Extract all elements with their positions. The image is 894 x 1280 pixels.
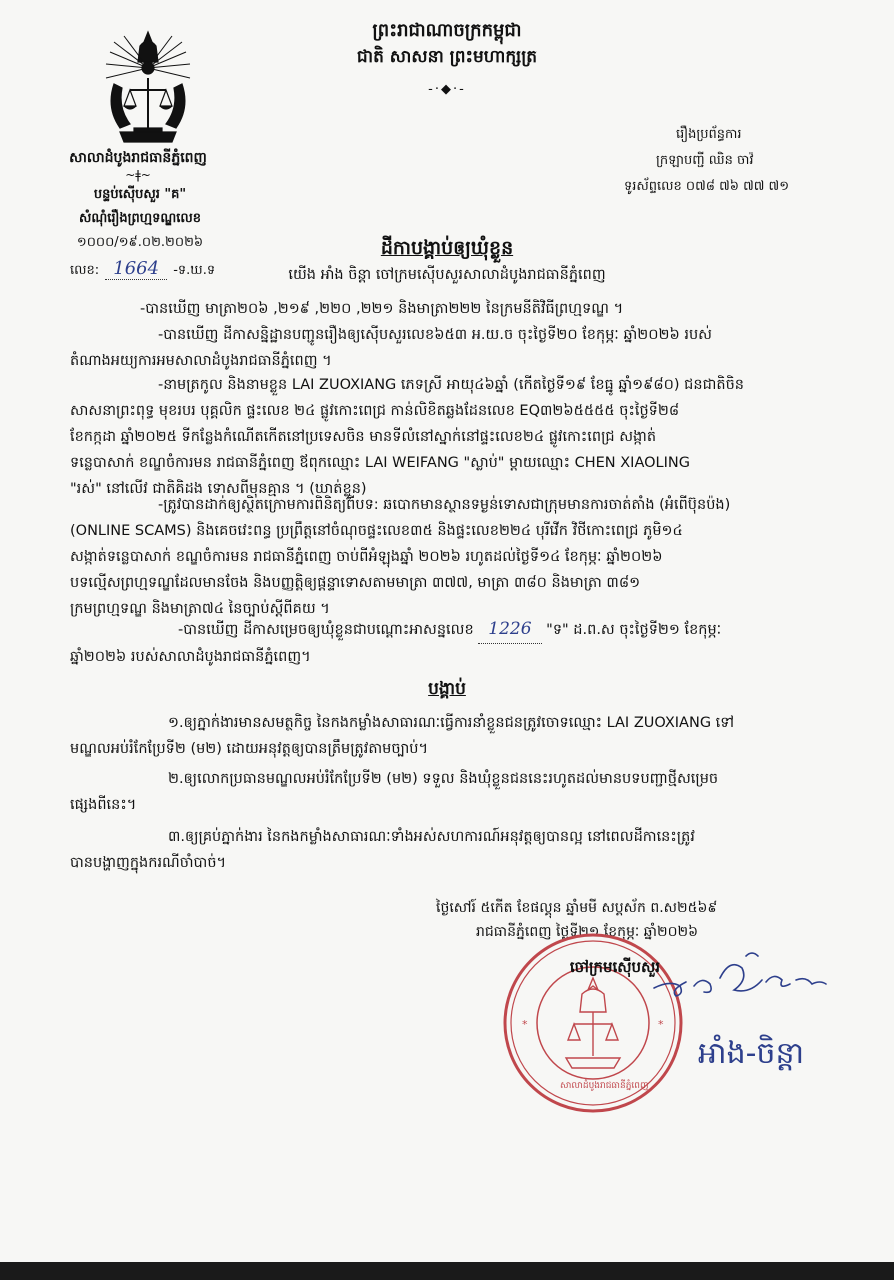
order-item-1 <box>70 710 840 762</box>
paragraph-line: ខែកក្កដា ឆ្នាំ២០២៥ ទីកន្លែងកំណើតកើតនៅប្រទេសចិន មានទីលំនៅស្នាក់នៅផ្ទះលេខ២៤ ផ្លូវកោះពេជ្រ សង្កាត់ <box>70 429 657 445</box>
document-number <box>70 258 215 281</box>
document-number-handwritten: 1664 <box>113 258 160 279</box>
order-line: ៣.ឲ្យគ្រប់ភ្នាក់ងារ នៃកងកម្លាំងសាធារណៈទាំងអស់សហការណ៍អនុវត្តឲ្យបានល្អ នៅពេលដីកានេះត្រូវ <box>168 829 695 845</box>
document-number-suffix: -ទ.ឃ.ទ <box>173 263 216 278</box>
clerk-phone: ទូរស័ព្ទលេខ ០៧៨ ៧៦ ៧៧ ៧១ <box>624 179 790 194</box>
paragraph-text: "ទ" ដ.ព.ស ចុះថ្ងៃទី២១ ខែកុម្ភៈ <box>546 622 722 638</box>
paragraph-articles <box>140 296 840 322</box>
document-title: ដីកាបង្គាប់ឲ្យឃុំខ្លួន <box>380 237 514 259</box>
kingdom-heading: ព្រះរាជាណាចក្រកម្ពុជា <box>372 20 522 41</box>
clerk-name: ក្រឡាបញ្ជី ឈិន ចាវ៉ <box>656 153 754 168</box>
paragraph-line: -បានឃើញ ដីកាសន្និដ្ឋានបញ្ជូនរឿងឲ្យស៊ើបសួរលេខ៦៥៣ អ.យ.ច ចុះថ្ងៃទី២០ ខែកុម្ភៈ ឆ្នាំ២០២៦ របស់ <box>158 327 712 343</box>
case-reference-label: សំណុំរឿងព្រហ្មទណ្ឌលេខ <box>78 211 201 226</box>
judge-intro: យើង អាំង ចិន្តា ចៅក្រមស៊ើបសួរសាលាដំបូងរាជធានីភ្នំពេញ <box>288 267 606 283</box>
paragraph-line: ក្រមព្រហ្មទណ្ឌ និងមាត្រា៧៤ នៃច្បាប់ស្ដីពីគយ ។ <box>70 601 330 617</box>
paragraph-line: -នាមត្រកូល និងនាមខ្លួន LAI ZUOXIANG ភេទស្រី អាយុ៤៦ឆ្នាំ (កើតថ្ងៃទី១៩ ខែធ្នូ ឆ្នាំ១៩៨០) ជនជាតិចិន <box>158 377 745 393</box>
court-ornament: ~ǂ~ <box>125 168 151 182</box>
paragraph-line: -ត្រូវបានដាក់ឲ្យស្ថិតក្រោមការពិនិត្យពីបទ: ឆបោកមានស្ថានទម្ងន់ទោសជាក្រុមមានការចាត់តាំង (អំពើប៊ុនប៉ង) <box>158 497 731 513</box>
signer-title: ចៅក្រមស៊ើបសួរ <box>569 958 661 976</box>
svg-text:*: * <box>658 1018 664 1031</box>
order-line: ១.ឲ្យភ្នាក់ងារមានសមត្ថកិច្ច នៃកងកម្លាំងសាធារណៈធ្វើការនាំខ្លួនជនត្រូវចោទឈ្មោះ LAI ZUOXIANG ទៅ <box>168 715 735 731</box>
detention-number-handwritten: 1226 <box>488 619 532 639</box>
court-emblem-icon <box>100 28 196 146</box>
order-item-2 <box>70 766 840 818</box>
paragraph-line: (ONLINE SCAMS) និងគេចវេះពន្ធ ប្រព្រឹត្តនៅចំណុចផ្ទះលេខ៣៥ និងផ្ទះលេខ២២៤ បុរីវើក វិថីកោះពេជ្រ ភូមិ១៤ <box>70 523 683 539</box>
court-name: សាលាដំបូងរាជធានីភ្នំពេញ <box>69 150 207 166</box>
paragraph-line: តំណាងអយ្យការអមសាលាដំបូងរាជធានីភ្នំពេញ ។ <box>70 353 332 369</box>
lunar-date: ថ្ងៃសៅរ៍ ៥កើត ខែផល្គុន ឆ្នាំមមី សប្ដស័ក ព.ស២៥៦៩ <box>436 900 718 916</box>
svg-text:*: * <box>522 1018 528 1031</box>
paragraph-text: -បានឃើញ ដីកាសម្រេចឲ្យឃុំខ្លួនជាបណ្ដោះអាសន្នលេខ <box>178 622 474 638</box>
paragraph-identity <box>70 372 840 502</box>
paragraph-line: "រស់" នៅលើវ ជាតិគិដង ទោសពីមុនគ្មាន ។ (ឃាត់ខ្លួន) <box>70 481 367 497</box>
order-line: ២.ឲ្យលោកប្រធានមណ្ឌលអប់រំកែប្រែទី២ (ម២) ទទួល និងឃុំខ្លួនជននេះរហូតដល់មានបទបញ្ជាថ្មីសម្រេច <box>168 771 719 787</box>
order-line: បានបង្ហាញក្នុងករណីចាំបាច់។ <box>70 855 227 871</box>
place-and-date: រាជធានីភ្នំពេញ ថ្ងៃទី២១ ខែកុម្ភៈ ឆ្នាំ២០២៦ <box>476 924 699 940</box>
national-motto: ជាតិ សាសនា ព្រះមហាក្សត្រ <box>356 47 538 67</box>
paragraph-line: សង្កាត់ទន្លេបាសាក់ ខណ្ឌចំការមន រាជធានីភ្នំពេញ ចាប់ពីអំឡុងឆ្នាំ ២០២៦ រហូតដល់ថ្ងៃទី១៤ ខែកុម្ភៈ ឆ្នាំ២០២៦ <box>70 549 663 565</box>
header-ornament: -·◆·- <box>428 82 466 97</box>
signer-name: អាំង-ចិន្តា <box>698 1036 805 1071</box>
case-number: ១០០០/១៩.០២.២០២៦ <box>76 235 204 250</box>
paragraph-line: សាសនាព្រះពុទ្ធ មុខរបរ បុគ្គលិក ផ្ទះលេខ ២៤ ផ្លូវកោះពេជ្រ កាន់លិខិតឆ្លងដែនលេខ EQ៣២៦៥៥៥៥ ចុះថ្ងៃទី២៨ <box>70 403 680 419</box>
order-line: ផ្សេងពីនេះ។ <box>70 797 137 813</box>
paragraph-charges <box>70 492 840 622</box>
subject-label: រឿងប្រព័ន្ធការ <box>676 127 742 142</box>
handwritten-signature-icon <box>650 950 840 1010</box>
investigation-office: បន្ទប់ស៊ើបសួរ "គ" <box>93 187 187 202</box>
paragraph-line: បទល្មើសព្រហ្មទណ្ឌដែលមានចែង និងបញ្ញត្តិឲ្យផ្ដន្ទាទោសតាមមាត្រា ៣៧៧, មាត្រា ៣៨០ និងមាត្រា ៣៨១ <box>70 575 641 591</box>
order-line: មណ្ឌលអប់រំកែប្រែទី២ (ម២) ដោយអនុវត្តឲ្យបានត្រឹមត្រូវតាមច្បាប់។ <box>70 741 429 757</box>
order-item-3 <box>70 824 840 876</box>
stamp-text: សាលាដំបូងរាជធានីភ្នំពេញ <box>560 1081 649 1091</box>
paragraph-prosecution <box>70 322 840 374</box>
paragraph-detention-decision <box>70 616 840 670</box>
paragraph-line: -បានឃើញ មាត្រា២០៦ ,២១៩ ,២២០ ,២២១ និងមាត្រា២២២ នៃក្រមនីតិវិធីព្រហ្មទណ្ឌ ។ <box>140 301 624 317</box>
order-heading: បង្គាប់ <box>428 679 466 699</box>
document-number-prefix: លេខ: <box>70 263 100 278</box>
paragraph-line: ឆ្នាំ២០២៦ របស់សាលាដំបូងរាជធានីភ្នំពេញ។ <box>70 649 311 665</box>
paragraph-line: ទន្លេបាសាក់ ខណ្ឌចំការមន រាជធានីភ្នំពេញ ឪពុកឈ្មោះ LAI WEIFANG "ស្លាប់" ម្ដាយឈ្មោះ CHEN XIAOLING <box>70 455 690 471</box>
